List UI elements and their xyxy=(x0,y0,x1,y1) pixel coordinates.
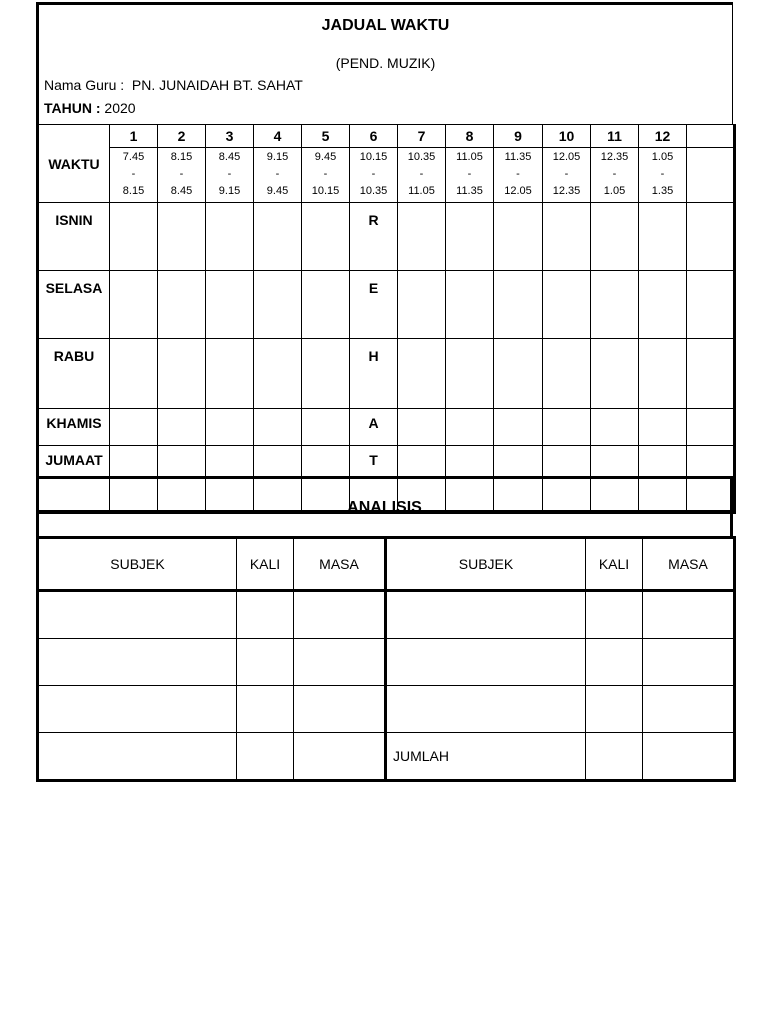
timetable-slot[interactable] xyxy=(543,409,591,446)
analisis-title: ANALISIS xyxy=(347,499,422,516)
day-label: SELASA xyxy=(38,271,110,339)
timetable-slot[interactable] xyxy=(639,271,687,339)
time-end: 10.15 xyxy=(311,185,340,197)
time-sep: - xyxy=(660,168,665,180)
timetable-slot[interactable] xyxy=(302,339,350,409)
timetable-slot[interactable] xyxy=(254,409,302,446)
timetable-slot[interactable] xyxy=(398,409,446,446)
period-number: 11 xyxy=(591,125,639,148)
timetable-slot[interactable] xyxy=(494,203,543,271)
time-sep: - xyxy=(516,168,520,180)
period-time-row xyxy=(38,148,735,203)
timetable-slot[interactable] xyxy=(398,271,446,339)
timetable-slot[interactable] xyxy=(687,271,735,339)
masa-total-cell[interactable] xyxy=(643,733,735,781)
time-sep: - xyxy=(612,168,617,180)
time-end: 11.05 xyxy=(408,185,435,197)
timetable-slot[interactable] xyxy=(687,409,735,446)
period-number: 1 xyxy=(110,125,158,148)
col-masa: MASA xyxy=(643,538,735,591)
period-number: 8 xyxy=(446,125,494,148)
timetable-slot[interactable] xyxy=(494,409,543,446)
timetable-slot[interactable] xyxy=(254,203,302,271)
period-number-row xyxy=(38,125,735,148)
timetable-slot[interactable] xyxy=(591,339,639,409)
teacher-name: PN. JUNAIDAH BT. SAHAT xyxy=(131,77,303,93)
time-end: 9.15 xyxy=(218,185,241,197)
period-number: 12 xyxy=(639,125,687,148)
timetable-slot[interactable] xyxy=(687,203,735,271)
timetable-slot[interactable] xyxy=(110,203,158,271)
time-start: 12.05 xyxy=(552,151,581,163)
period-time xyxy=(350,148,398,203)
timetable-slot[interactable] xyxy=(639,203,687,271)
time-sep: - xyxy=(323,168,328,180)
time-sep: - xyxy=(227,168,232,180)
time-sep: - xyxy=(419,168,424,180)
analisis-header xyxy=(36,476,733,537)
time-end: 8.15 xyxy=(122,185,145,197)
time-start: 8.45 xyxy=(218,151,241,163)
masa-cell[interactable] xyxy=(294,733,386,781)
time-end: 1.05 xyxy=(603,185,626,197)
time-start: 12.35 xyxy=(600,151,629,163)
subjek-cell[interactable] xyxy=(386,639,586,686)
time-start: 10.15 xyxy=(359,151,388,163)
subjek-cell[interactable] xyxy=(386,686,586,733)
timetable-slot[interactable] xyxy=(543,271,591,339)
col-subjek: SUBJEK xyxy=(38,538,237,591)
period-number: 5 xyxy=(302,125,350,148)
timetable-slot[interactable] xyxy=(446,271,494,339)
time-start: 1.05 xyxy=(651,151,674,163)
timetable-slot[interactable] xyxy=(446,339,494,409)
timetable-slot[interactable] xyxy=(543,339,591,409)
period-number: 7 xyxy=(398,125,446,148)
timetable-slot[interactable] xyxy=(446,409,494,446)
subjek-cell[interactable] xyxy=(38,639,237,686)
time-start: 9.15 xyxy=(266,151,289,163)
kali-cell[interactable] xyxy=(237,686,294,733)
timetable-slot[interactable] xyxy=(687,339,735,409)
time-start: 9.45 xyxy=(314,151,337,163)
period-time xyxy=(687,148,735,203)
subjek-cell[interactable] xyxy=(38,686,237,733)
day-row xyxy=(38,203,735,271)
day-label: RABU xyxy=(38,339,110,409)
timetable-slot[interactable] xyxy=(206,409,254,446)
timetable-slot[interactable] xyxy=(302,271,350,339)
time-end: 10.35 xyxy=(359,185,388,197)
kali-cell[interactable] xyxy=(237,639,294,686)
time-start: 11.35 xyxy=(504,151,532,163)
day-label: ISNIN xyxy=(38,203,110,271)
masa-cell[interactable] xyxy=(294,686,386,733)
kali-cell[interactable] xyxy=(237,733,294,781)
timetable-slot[interactable] xyxy=(591,203,639,271)
period-time xyxy=(158,148,206,203)
analisis-row xyxy=(38,639,735,686)
kali-cell[interactable] xyxy=(237,591,294,639)
teacher-line xyxy=(44,77,303,93)
time-start: 7.45 xyxy=(122,151,145,163)
timetable-slot[interactable] xyxy=(110,409,158,446)
timetable-slot[interactable] xyxy=(494,339,543,409)
rehat-letter: A xyxy=(350,409,398,446)
day-row xyxy=(38,271,735,339)
subjek-cell[interactable] xyxy=(386,591,586,639)
timetable-slot[interactable] xyxy=(543,203,591,271)
col-kali: KALI xyxy=(586,538,643,591)
timetable-slot[interactable] xyxy=(110,271,158,339)
timetable-slot[interactable] xyxy=(206,339,254,409)
period-time xyxy=(110,148,158,203)
time-sep: - xyxy=(179,168,184,180)
period-time xyxy=(591,148,639,203)
timetable-slot[interactable] xyxy=(110,339,158,409)
year-line xyxy=(44,100,136,116)
time-end: 12.05 xyxy=(504,185,532,197)
period-number: 6 xyxy=(350,125,398,148)
masa-cell[interactable] xyxy=(643,639,735,686)
timetable-slot[interactable] xyxy=(206,271,254,339)
timetable-slot[interactable] xyxy=(158,271,206,339)
timetable-slot[interactable] xyxy=(398,339,446,409)
time-sep: - xyxy=(371,168,376,180)
year-label: TAHUN : xyxy=(44,100,105,116)
page-subtitle: (PEND. MUZIK) xyxy=(335,55,436,71)
jumlah-label: JUMLAH xyxy=(386,733,586,781)
time-start: 11.05 xyxy=(456,151,483,163)
period-number: 9 xyxy=(494,125,543,148)
time-end: 8.45 xyxy=(170,185,193,197)
timetable-grid xyxy=(36,124,736,514)
subjek-cell[interactable] xyxy=(38,591,237,639)
time-sep: - xyxy=(275,168,280,180)
rehat-letter: E xyxy=(350,271,398,339)
kali-cell[interactable] xyxy=(586,639,643,686)
teacher-label: Nama Guru : xyxy=(44,77,132,93)
timetable-slot[interactable] xyxy=(254,271,302,339)
col-subjek: SUBJEK xyxy=(386,538,586,591)
time-end: 12.35 xyxy=(552,185,581,197)
timetable-slot[interactable] xyxy=(591,409,639,446)
time-end: 11.35 xyxy=(456,185,483,197)
time-sep: - xyxy=(467,168,472,180)
timetable-slot[interactable] xyxy=(158,203,206,271)
kali-cell[interactable] xyxy=(586,591,643,639)
day-label: JUMAAT xyxy=(38,446,110,513)
kali-total-cell[interactable] xyxy=(586,733,643,781)
year-value: 2020 xyxy=(104,100,136,116)
analisis-row xyxy=(38,686,735,733)
col-masa: MASA xyxy=(294,538,386,591)
period-number: 2 xyxy=(158,125,206,148)
analisis-table xyxy=(36,536,736,782)
timetable-slot[interactable] xyxy=(302,409,350,446)
period-time xyxy=(398,148,446,203)
day-label: KHAMIS xyxy=(38,409,110,446)
period-time xyxy=(254,148,302,203)
kali-cell[interactable] xyxy=(586,686,643,733)
day-row xyxy=(38,339,735,409)
analisis-header-row xyxy=(38,538,735,591)
period-number: 10 xyxy=(543,125,591,148)
period-time xyxy=(543,148,591,203)
timetable-slot[interactable] xyxy=(158,409,206,446)
waktu-label: WAKTU xyxy=(38,125,110,203)
timetable-header xyxy=(36,2,733,124)
day-row xyxy=(38,409,735,446)
period-time xyxy=(446,148,494,203)
rehat-letter: R xyxy=(350,203,398,271)
period-number: 3 xyxy=(206,125,254,148)
analisis-row xyxy=(38,591,735,639)
page-title: JADUAL WAKTU xyxy=(321,17,450,34)
analisis-row xyxy=(38,733,735,781)
rehat-letter: T xyxy=(350,446,398,513)
timetable-slot[interactable] xyxy=(158,339,206,409)
masa-cell[interactable] xyxy=(294,639,386,686)
rehat-letter: H xyxy=(350,339,398,409)
period-number xyxy=(687,125,735,148)
masa-cell[interactable] xyxy=(294,591,386,639)
period-time xyxy=(494,148,543,203)
masa-cell[interactable] xyxy=(643,591,735,639)
timetable-slot[interactable] xyxy=(206,203,254,271)
period-number: 4 xyxy=(254,125,302,148)
period-time xyxy=(302,148,350,203)
timetable-slot[interactable] xyxy=(446,203,494,271)
time-start: 8.15 xyxy=(170,151,193,163)
time-start: 10.35 xyxy=(407,151,436,163)
subjek-cell[interactable] xyxy=(38,733,237,781)
time-end: 9.45 xyxy=(266,185,289,197)
timetable-slot[interactable] xyxy=(494,271,543,339)
period-time xyxy=(639,148,687,203)
timetable-slot[interactable] xyxy=(254,339,302,409)
timetable-slot[interactable] xyxy=(639,339,687,409)
timetable-slot[interactable] xyxy=(591,271,639,339)
period-time xyxy=(206,148,254,203)
col-kali: KALI xyxy=(237,538,294,591)
timetable-slot[interactable] xyxy=(302,203,350,271)
time-sep: - xyxy=(131,168,136,180)
time-end: 1.35 xyxy=(651,185,674,197)
timetable-slot[interactable] xyxy=(639,409,687,446)
time-sep: - xyxy=(564,168,569,180)
timetable-slot[interactable] xyxy=(398,203,446,271)
masa-cell[interactable] xyxy=(643,686,735,733)
